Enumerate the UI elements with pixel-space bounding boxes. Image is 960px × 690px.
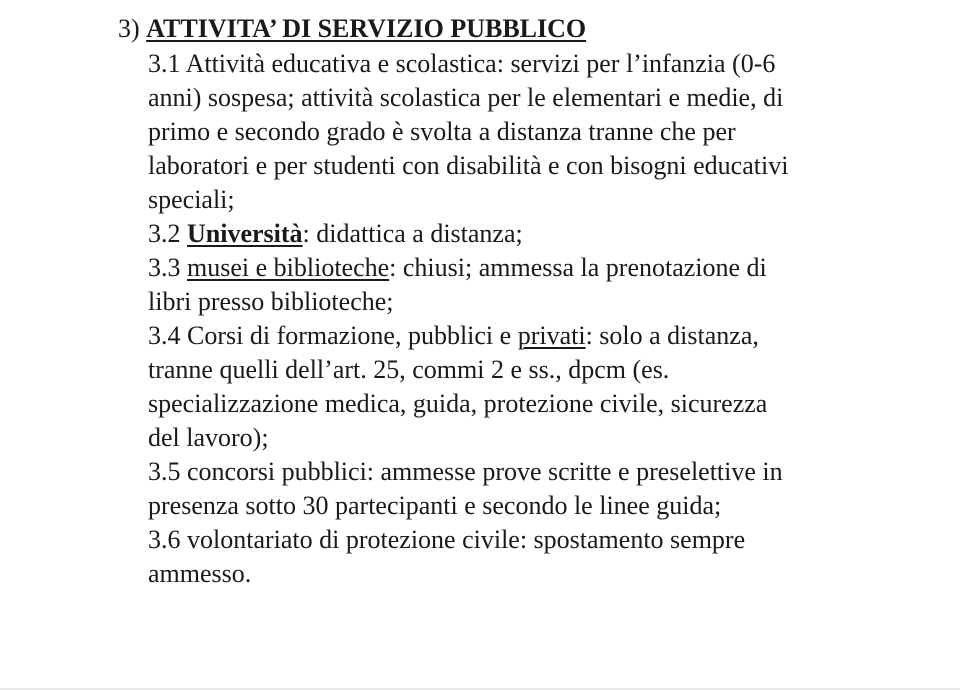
item-3-3-line-1 <box>148 251 888 285</box>
item-3-2-keyword: Università <box>187 219 303 248</box>
item-3-2-rest: : didattica a distanza; <box>302 219 523 248</box>
item-3-3-prefix: 3.3 <box>148 253 187 282</box>
item-3-3-keyword: musei e biblioteche <box>187 253 390 282</box>
item-3-1-line-5: speciali; <box>148 185 235 214</box>
item-3-6-line-2: ammesso. <box>148 559 252 588</box>
item-3-4-keyword: privati <box>517 321 586 350</box>
section-body <box>148 47 888 591</box>
section-heading <box>118 12 586 46</box>
item-3-1-line-3: primo e secondo grado è svolta a distanza tranne che per <box>148 117 736 146</box>
item-3-2-prefix: 3.2 <box>148 219 187 248</box>
item-3-4-line-3: specializzazione medica, guida, protezione civile, sicurezza <box>148 389 768 418</box>
item-3-4-line-4: del lavoro); <box>148 423 269 452</box>
item-3-1-line-4: laboratori e per studenti con disabilità e con bisogni educativi <box>148 151 789 180</box>
item-3-4-line-2: tranne quelli dell’art. 25, commi 2 e ss., dpcm (es. <box>148 355 670 384</box>
section-title: ATTIVITA’ DI SERVIZIO PUBBLICO <box>146 14 587 43</box>
section-number: 3) <box>118 14 140 43</box>
item-3-4-line-1 <box>148 319 888 353</box>
item-3-3-rest: : chiusi; ammessa la prenotazione di <box>389 253 767 282</box>
item-3-4-prefix: 3.4 Corsi di formazione, pubblici e <box>148 321 518 350</box>
item-3-5-line-1: 3.5 concorsi pubblici: ammesse prove scritte e preselettive in <box>148 457 783 486</box>
item-3-5-line-2: presenza sotto 30 partecipanti e secondo le linee guida; <box>148 491 722 520</box>
item-3-1-line-2: anni) sospesa; attività scolastica per le elementari e medie, di <box>148 83 784 112</box>
item-3-3-line-2: libri presso biblioteche; <box>148 287 394 316</box>
item-3-6-line-1: 3.6 volontariato di protezione civile: spostamento sempre <box>148 525 746 554</box>
item-3-4-rest: : solo a distanza, <box>585 321 759 350</box>
item-3-1-line-1: 3.1 Attività educativa e scolastica: servizi per l’infanzia (0-6 <box>148 49 776 78</box>
item-3-2-line-1 <box>148 217 888 251</box>
